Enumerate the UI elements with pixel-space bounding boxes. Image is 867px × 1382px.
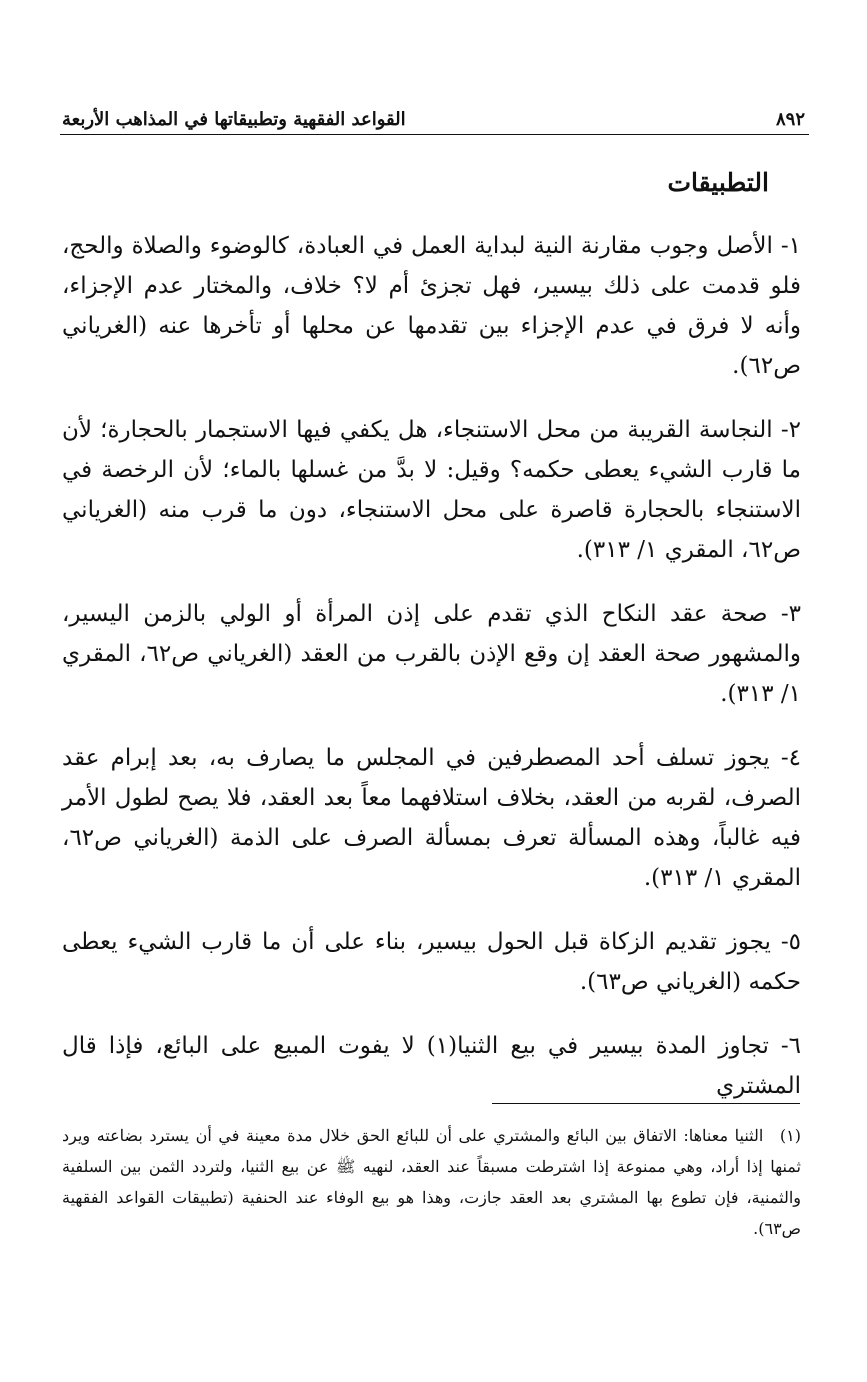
- application-item-2: ٢- النجاسة القريبة من محل الاستنجاء، هل يكفي فيها الاستجمار بالحجارة؛ لأن ما قارب الشيء يعطى حكمه؟ وقيل: لا بدَّ من غسلها بالماء؛ لأن الرخصة في الاستنجاء بالحجارة قاصرة على محل الاستنجاء، دون ما قرب منه (الغرياني ص٦٢، المقري ١/ ٣١٣).: [62, 417, 801, 563]
- header-divider: [60, 134, 809, 135]
- footnote-divider: [492, 1103, 800, 1104]
- footnote-text: الثنيا معناها: الاتفاق بين البائع والمشتري على أن للبائع الحق خلال مدة معينة في أن يسترد بضاعته ويرد ثمنها إذا أراد، وهي ممنوعة إذا اشترطت مسبقاً عند العقد، لنهيه ﷺ عن بيع الثنيا، ولتردد الثمن بين السلفية والثمنية، فإن تطوع بها المشتري بعد العقد جازت، وهذا هو بيع الوفاء عند الحنفية (تطبيقات القواعد الفقهية ص٦٣).: [62, 1126, 801, 1238]
- footnote: [62, 1120, 801, 1244]
- application-item-1: ١- الأصل وجوب مقارنة النية لبداية العمل في العبادة، كالوضوء والصلاة والحج، فلو قدمت على ذلك بيسير، فهل تجزئ أم لا؟ خلاف، والمختار عدم الإجزاء، وأنه لا فرق في عدم الإجزاء بين تقدمها عن محلها أو تأخرها عنه (الغرياني ص٦٢).: [62, 233, 801, 379]
- application-item-4: ٤- يجوز تسلف أحد المصطرفين في المجلس ما يصارف به، بعد إبرام عقد الصرف، لقربه من العقد، بخلاف استلافهما معاً بعد العقد، فلا يصح لطول الأمر فيه غالباً، وهذه المسألة تعرف بمسألة الصرف على الذمة (الغرياني ص٦٢، المقري ١/ ٣١٣).: [62, 745, 801, 891]
- footnote-marker: (١): [779, 1126, 801, 1145]
- running-title: القواعد الفقهية وتطبيقاتها في المذاهب الأربعة: [62, 109, 406, 130]
- application-item-5: ٥- يجوز تقديم الزكاة قبل الحول بيسير، بناء على أن ما قارب الشيء يعطى حكمه (الغرياني ص٦٣).: [62, 929, 801, 995]
- page-number: ٨٩٢: [775, 109, 805, 130]
- application-item-6: ٦- تجاوز المدة بيسير في بيع الثنيا(١) لا يفوت المبيع على البائع، فإذا قال المشتري: [62, 1033, 801, 1099]
- page-header: [62, 94, 805, 130]
- applications-list: [62, 226, 801, 1130]
- application-item-3: ٣- صحة عقد النكاح الذي تقدم على إذن المرأة أو الولي بالزمن اليسير، والمشهور صحة العقد إن وقع الإذن بالقرب من العقد (الغرياني ص٦٢، المقري ١/ ٣١٣).: [62, 601, 801, 707]
- section-title: التطبيقات: [667, 168, 769, 197]
